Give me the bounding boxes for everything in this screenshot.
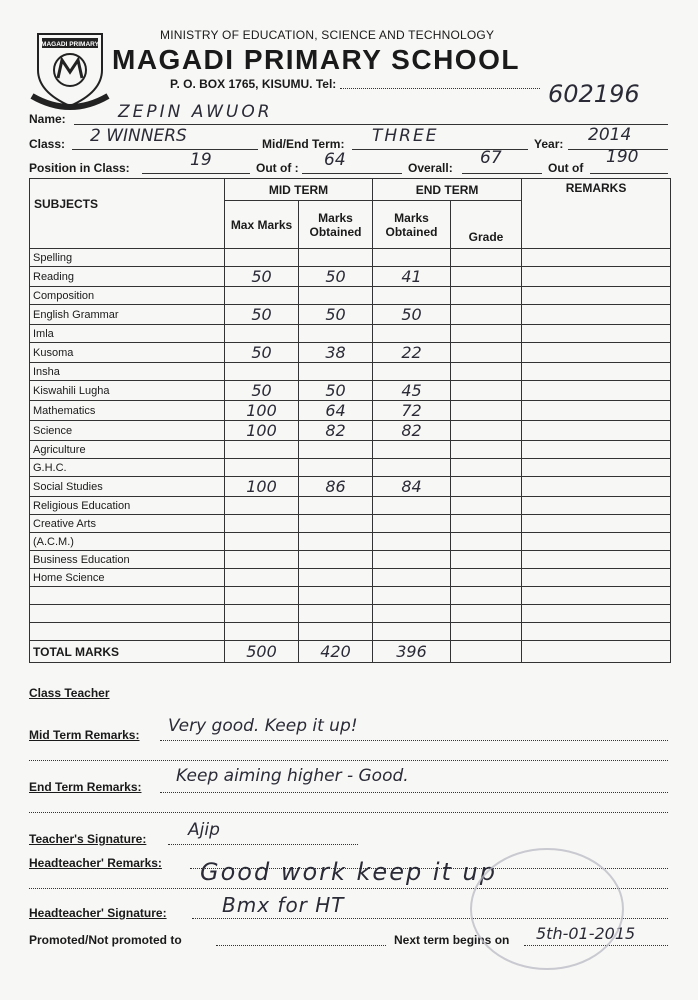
remarks-cell xyxy=(522,515,671,533)
remarks-cell xyxy=(522,249,671,267)
mid-remarks-line-2 xyxy=(29,760,668,761)
grade-cell xyxy=(451,401,522,421)
mid-marks-cell xyxy=(299,587,373,605)
remarks-cell xyxy=(522,569,671,587)
grade-header: Grade xyxy=(451,201,522,249)
table-row xyxy=(30,551,671,569)
teacher-signature-label: Teacher's Signature: xyxy=(29,832,147,846)
max-marks-cell xyxy=(225,441,299,459)
mid-remarks-label: Mid Term Remarks: xyxy=(29,728,140,742)
remarks-cell xyxy=(522,497,671,515)
table-row xyxy=(30,441,671,459)
total-marks-label: TOTAL MARKS xyxy=(30,641,225,663)
end-marks-cell: 45 xyxy=(373,381,451,401)
mid-marks-cell xyxy=(299,363,373,381)
marks-table xyxy=(29,178,671,663)
subject-cell: Agriculture xyxy=(30,441,225,459)
end-marks-cell xyxy=(373,287,451,305)
grade-cell xyxy=(451,343,522,363)
subject-cell: G.H.C. xyxy=(30,459,225,477)
teacher-signature: Ajip xyxy=(188,820,220,840)
mid-marks-cell xyxy=(299,569,373,587)
grade-cell xyxy=(451,267,522,287)
ministry-heading: MINISTRY OF EDUCATION, SCIENCE AND TECHNOLOGY xyxy=(160,28,495,42)
school-address: P. O. BOX 1765, KISUMU. Tel: xyxy=(170,77,337,91)
end-marks-cell: 50 xyxy=(373,305,451,325)
class-line xyxy=(72,149,258,150)
table-row xyxy=(30,381,671,401)
grade-cell xyxy=(451,569,522,587)
remarks-cell xyxy=(522,287,671,305)
out-of2-label: Out of xyxy=(548,161,584,175)
end-marks-cell xyxy=(373,623,451,641)
end-marks-cell xyxy=(373,605,451,623)
table-row xyxy=(30,287,671,305)
admission-number: 602196 xyxy=(548,80,640,108)
max-marks-cell: 50 xyxy=(225,305,299,325)
student-name: ZEPIN AWUOR xyxy=(118,102,273,122)
end-marks-cell xyxy=(373,441,451,459)
table-row xyxy=(30,497,671,515)
remarks-cell xyxy=(522,305,671,325)
max-marks-cell: 100 xyxy=(225,401,299,421)
end-marks-cell: 41 xyxy=(373,267,451,287)
table-row xyxy=(30,533,671,551)
headteacher-remarks-text: Good work keep it up xyxy=(200,858,497,886)
grade-cell xyxy=(451,623,522,641)
end-marks-cell xyxy=(373,533,451,551)
remarks-cell xyxy=(522,605,671,623)
remarks-cell xyxy=(522,459,671,477)
max-marks-cell xyxy=(225,287,299,305)
grade-cell xyxy=(451,605,522,623)
grade-cell xyxy=(451,287,522,305)
position-label: Position in Class: xyxy=(29,161,130,175)
grade-cell xyxy=(451,249,522,267)
grade-cell xyxy=(451,515,522,533)
subjects-header: SUBJECTS xyxy=(30,179,225,249)
end-marks-obtained-header: Marks Obtained xyxy=(373,201,451,249)
grade-cell xyxy=(451,497,522,515)
mid-marks-cell xyxy=(299,533,373,551)
max-marks-cell: 100 xyxy=(225,421,299,441)
max-marks-cell xyxy=(225,533,299,551)
subject-cell: Science xyxy=(30,421,225,441)
max-marks-cell xyxy=(225,587,299,605)
subject-cell: Insha xyxy=(30,363,225,381)
subject-cell: Imla xyxy=(30,325,225,343)
table-row xyxy=(30,459,671,477)
mid-marks-cell xyxy=(299,497,373,515)
table-row xyxy=(30,587,671,605)
teacher-signature-line xyxy=(168,844,358,845)
end-marks-cell xyxy=(373,363,451,381)
name-label: Name: xyxy=(29,112,66,126)
remarks-cell xyxy=(522,477,671,497)
subject-cell: Spelling xyxy=(30,249,225,267)
grade-cell xyxy=(451,533,522,551)
max-marks-cell xyxy=(225,551,299,569)
end-marks-cell xyxy=(373,551,451,569)
headteacher-signature: Bmx for HT xyxy=(222,893,345,917)
max-marks-cell xyxy=(225,515,299,533)
end-remarks-line xyxy=(160,792,668,793)
remarks-cell xyxy=(522,441,671,459)
mid-marks-cell: 38 xyxy=(299,343,373,363)
max-marks-cell xyxy=(225,623,299,641)
remarks-cell xyxy=(522,623,671,641)
term-label: Mid/End Term: xyxy=(262,137,345,151)
total-mid: 420 xyxy=(299,641,373,663)
headteacher-remarks-label: Headteacher' Remarks: xyxy=(29,856,162,870)
subject-cell: Religious Education xyxy=(30,497,225,515)
mid-marks-cell xyxy=(299,459,373,477)
marks-obtained-header: Marks Obtained xyxy=(299,201,373,249)
table-row xyxy=(30,267,671,287)
max-marks-cell xyxy=(225,249,299,267)
total-grade xyxy=(451,641,522,663)
max-marks-cell xyxy=(225,569,299,587)
subject-cell xyxy=(30,587,225,605)
table-row xyxy=(30,249,671,267)
mid-term-header: MID TERM xyxy=(225,179,373,201)
remarks-header: REMARKS xyxy=(522,179,671,249)
end-remarks-line-2 xyxy=(29,812,668,813)
subject-cell: Business Education xyxy=(30,551,225,569)
overall-size: 190 xyxy=(606,147,639,167)
remarks-cell xyxy=(522,343,671,363)
total-end: 396 xyxy=(373,641,451,663)
table-row xyxy=(30,305,671,325)
end-term-header: END TERM xyxy=(373,179,522,201)
table-row xyxy=(30,477,671,497)
overall-label: Overall: xyxy=(408,161,453,175)
table-row xyxy=(30,569,671,587)
end-marks-cell xyxy=(373,325,451,343)
remarks-cell xyxy=(522,363,671,381)
end-marks-cell xyxy=(373,569,451,587)
remarks-cell xyxy=(522,381,671,401)
end-remarks-label: End Term Remarks: xyxy=(29,780,142,794)
table-row xyxy=(30,363,671,381)
grade-cell xyxy=(451,441,522,459)
position-line xyxy=(142,173,250,174)
overall-line xyxy=(462,173,542,174)
grade-cell xyxy=(451,325,522,343)
grade-cell xyxy=(451,587,522,605)
out-of2-line xyxy=(590,173,668,174)
subject-cell: Composition xyxy=(30,287,225,305)
student-year: 2014 xyxy=(588,125,632,145)
end-marks-cell xyxy=(373,497,451,515)
svg-text:MAGADI PRIMARY: MAGADI PRIMARY xyxy=(41,41,99,48)
max-marks-cell xyxy=(225,605,299,623)
max-marks-cell xyxy=(225,497,299,515)
out-of-line xyxy=(302,173,402,174)
table-row xyxy=(30,623,671,641)
end-marks-cell: 82 xyxy=(373,421,451,441)
student-class: 2 WINNERS xyxy=(90,126,187,146)
table-row xyxy=(30,605,671,623)
subject-cell: Creative Arts xyxy=(30,515,225,533)
end-marks-cell xyxy=(373,249,451,267)
mid-marks-cell: 64 xyxy=(299,401,373,421)
class-label: Class: xyxy=(29,137,66,151)
end-remarks-text: Keep aiming higher - Good. xyxy=(176,766,409,786)
year-label: Year: xyxy=(534,137,564,151)
subject-cell: Reading xyxy=(30,267,225,287)
subject-cell xyxy=(30,623,225,641)
end-marks-cell: 22 xyxy=(373,343,451,363)
mid-marks-cell xyxy=(299,249,373,267)
max-marks-header: Max Marks xyxy=(225,201,299,249)
remarks-cell xyxy=(522,421,671,441)
promoted-label: Promoted/Not promoted to xyxy=(29,933,182,947)
next-term-date: 5th-01-2015 xyxy=(536,924,636,943)
table-row xyxy=(30,343,671,363)
mid-marks-cell: 50 xyxy=(299,267,373,287)
grade-cell xyxy=(451,421,522,441)
end-marks-cell: 84 xyxy=(373,477,451,497)
max-marks-cell xyxy=(225,459,299,477)
remarks-cell xyxy=(522,551,671,569)
remarks-cell xyxy=(522,267,671,287)
end-marks-cell xyxy=(373,587,451,605)
school-logo xyxy=(30,30,110,112)
headteacher-signature-label: Headteacher' Signature: xyxy=(29,906,167,920)
subject-cell xyxy=(30,605,225,623)
next-term-label: Next term begins on xyxy=(394,933,510,947)
max-marks-cell xyxy=(225,325,299,343)
grade-cell xyxy=(451,305,522,325)
mid-marks-cell xyxy=(299,287,373,305)
overall-position: 67 xyxy=(480,148,502,168)
promoted-line xyxy=(216,945,386,946)
subject-cell: Kiswahili Lugha xyxy=(30,381,225,401)
end-marks-cell xyxy=(373,459,451,477)
subject-cell: Social Studies xyxy=(30,477,225,497)
subject-cell: Home Science xyxy=(30,569,225,587)
remarks-cell xyxy=(522,401,671,421)
subject-cell: Mathematics xyxy=(30,401,225,421)
mid-marks-cell: 82 xyxy=(299,421,373,441)
grade-cell xyxy=(451,459,522,477)
mid-marks-cell: 86 xyxy=(299,477,373,497)
max-marks-cell: 50 xyxy=(225,381,299,401)
subject-cell: Kusoma xyxy=(30,343,225,363)
max-marks-cell: 50 xyxy=(225,343,299,363)
mid-marks-cell xyxy=(299,515,373,533)
table-row xyxy=(30,325,671,343)
max-marks-cell: 100 xyxy=(225,477,299,497)
name-line xyxy=(74,124,668,125)
mid-remarks-line xyxy=(160,740,668,741)
grade-cell xyxy=(451,381,522,401)
total-max: 500 xyxy=(225,641,299,663)
end-marks-cell: 72 xyxy=(373,401,451,421)
mid-marks-cell xyxy=(299,623,373,641)
max-marks-cell: 50 xyxy=(225,267,299,287)
mid-marks-cell: 50 xyxy=(299,305,373,325)
mid-marks-cell xyxy=(299,551,373,569)
table-row xyxy=(30,421,671,441)
mid-remarks-text: Very good. Keep it up! xyxy=(168,716,358,736)
class-size: 64 xyxy=(324,150,346,170)
subject-cell: English Grammar xyxy=(30,305,225,325)
total-remarks xyxy=(522,641,671,663)
mid-marks-cell xyxy=(299,325,373,343)
remarks-cell xyxy=(522,587,671,605)
subject-cell: (A.C.M.) xyxy=(30,533,225,551)
max-marks-cell xyxy=(225,363,299,381)
out-of-label: Out of : xyxy=(256,161,299,175)
tel-line xyxy=(340,88,540,89)
mid-marks-cell xyxy=(299,605,373,623)
grade-cell xyxy=(451,551,522,569)
grade-cell xyxy=(451,363,522,381)
remarks-cell xyxy=(522,533,671,551)
student-term: THREE xyxy=(372,126,439,146)
table-row xyxy=(30,401,671,421)
mid-marks-cell: 50 xyxy=(299,381,373,401)
school-name: MAGADI PRIMARY SCHOOL xyxy=(112,44,520,75)
school-stamp xyxy=(470,848,624,970)
grade-cell xyxy=(451,477,522,497)
student-position: 19 xyxy=(190,150,212,170)
remarks-cell xyxy=(522,325,671,343)
class-teacher-heading: Class Teacher xyxy=(29,686,110,700)
table-row xyxy=(30,515,671,533)
mid-marks-cell xyxy=(299,441,373,459)
end-marks-cell xyxy=(373,515,451,533)
